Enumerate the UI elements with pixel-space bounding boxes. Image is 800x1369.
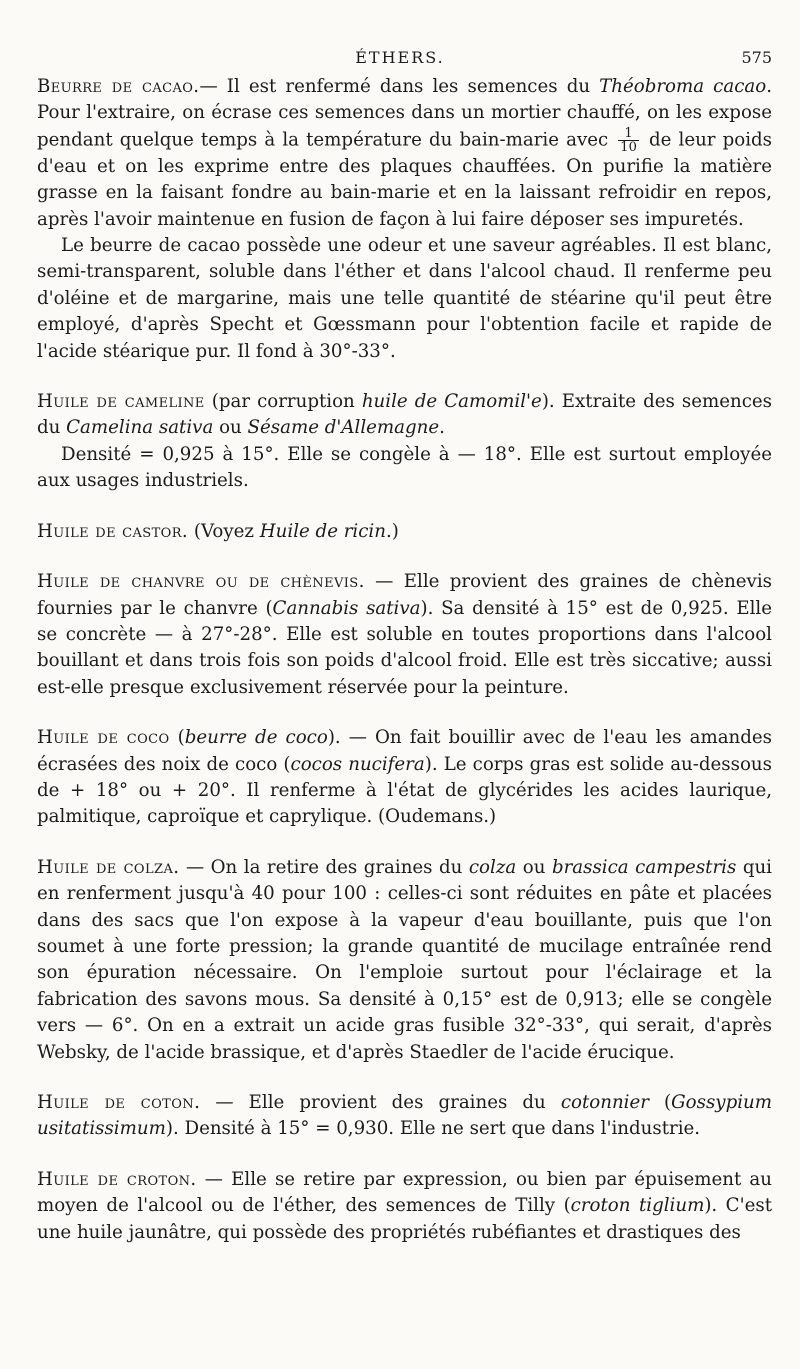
entry-paragraph: Huile de colza. — On la retire des graines du colza ou brassica campestris qui en renferment jusqu'à 40 pour 100 : celles-ci sont réduites en pâte et placées dans des sacs que l'on expose à la vapeur d'eau bouillante, puis que l'on soumet à une forte pression; la grande quantité de mucilage entraînée rend son épuration nécessaire. On l'emploie surtout pour l'éclairage et la fabrication des savons mous. Sa densité à 0,15° est de 0,913; elle se congèle vers — 6°. On en a extrait un acide gras fusible 32°-33°, qui serait, d'après Websky, de l'acide brassique, et d'après Staedler de l'acide érucique. xyxy=(37,856,772,1063)
entry-paragraph: Huile de croton. — Elle se retire par expression, ou bien par épuisement au moyen de l'alcool ou de l'éther, des semences de Tilly (croton tiglium). C'est une huile jaunâtre, qui possède des propriétés rubéfiantes et drastiques des xyxy=(37,1168,773,1243)
page-header xyxy=(0,48,800,72)
entry-huile-de-croton xyxy=(37,1167,772,1246)
entry-paragraph: Beurre de cacao.— Il est renfermé dans les semences du Théobroma cacao. Pour l'extraire, on écrase ces semences dans un mortier chauffé, on les expose pendant quelque temps à la température du bain-marie avec $\frac{1}{10}$ de leur poids d'eau et on les exprime entre des plaques chauffées. On purifie la matière grasse en la faisant fondre au bain-marie et en la laissant refroidir en repos, après l'avoir maintenue en fusion de façon à lui faire déposer ses impuretés. xyxy=(37,76,772,230)
entry-paragraph: Le beurre de cacao possède une odeur et une saveur agréables. Il est blanc, semi-transparent, soluble dans l'éther et dans l'alcool chaud. Il renferme peu d'oléine et de margarine, mais une telle quantité de stéarine qu'il peut être employé, d'après Specht et Gœssmann pour l'obtention facile et rapide de l'acide stéarique pur. Il fond à 30°-33°. xyxy=(37,235,772,362)
entry-huile-de-cameline xyxy=(37,389,772,495)
entry-term: Huile de chanvre ou de chènevis. xyxy=(37,571,365,593)
entry-term: Huile de croton. xyxy=(37,1168,197,1190)
entry-huile-de-colza xyxy=(37,855,772,1066)
fraction: $\frac{1}{10}$ xyxy=(620,125,637,155)
entry-paragraph: Huile de castor. (Voyez Huile de ricin.) xyxy=(37,520,399,542)
entry-huile-de-castor xyxy=(37,519,772,545)
page-number: 575 xyxy=(741,48,772,67)
entry-paragraph: Huile de cameline (par corruption huile de Camomil'e). Extraite des semences du Camelina sativa ou Sésame d'Allemagne. xyxy=(37,391,772,439)
entry-huile-de-chanvre xyxy=(37,569,772,701)
entry-paragraph: Huile de coton. — Elle provient des graines du cotonnier (Gossypium usitatissimum). Densité à 15° = 0,930. Elle ne sert que dans l'industrie. xyxy=(37,1092,772,1140)
entry-term: Beurre de cacao. xyxy=(37,76,200,97)
entry-term: Huile de coco xyxy=(37,727,170,749)
entry-term: Huile de colza. xyxy=(37,856,180,878)
entry-term: Huile de cameline xyxy=(37,391,205,413)
entry-paragraph: Huile de chanvre ou de chènevis. — Elle provient des graines de chènevis fournies par le chanvre (Cannabis sativa). Sa densité à 15° est de 0,925. Elle se concrète — à 27°-28°. Elle est soluble en toutes proportions dans l'alcool bouillant et dans trois fois son poids d'alcool froid. Elle est très siccative; aussi est-elle presque exclusivement réservée pour la peinture. xyxy=(37,571,773,698)
running-head: ÉTHERS. xyxy=(355,48,445,67)
entry-huile-de-coco xyxy=(37,725,772,831)
entry-term: Huile de coton. xyxy=(37,1092,201,1113)
entry-paragraph: Huile de coco (beurre de coco). — On fait bouillir avec de l'eau les amandes écrasées des noix de coco (cocos nucifera). Le corps gras est solide au-dessous de + 18° ou + 20°. Il renferme à l'état de glycérides les acides laurique, palmitique, caproïque et caprylique. (Oudemans.) xyxy=(37,727,772,828)
page-body xyxy=(37,74,772,1270)
entry-huile-de-coton xyxy=(37,1090,772,1143)
entry-term: Huile de castor. xyxy=(37,520,189,542)
entry-paragraph: Densité = 0,925 à 15°. Elle se congèle à — 18°. Elle est surtout employée aux usages industriels. xyxy=(37,443,772,492)
entry-beurre-de-cacao xyxy=(37,74,772,365)
